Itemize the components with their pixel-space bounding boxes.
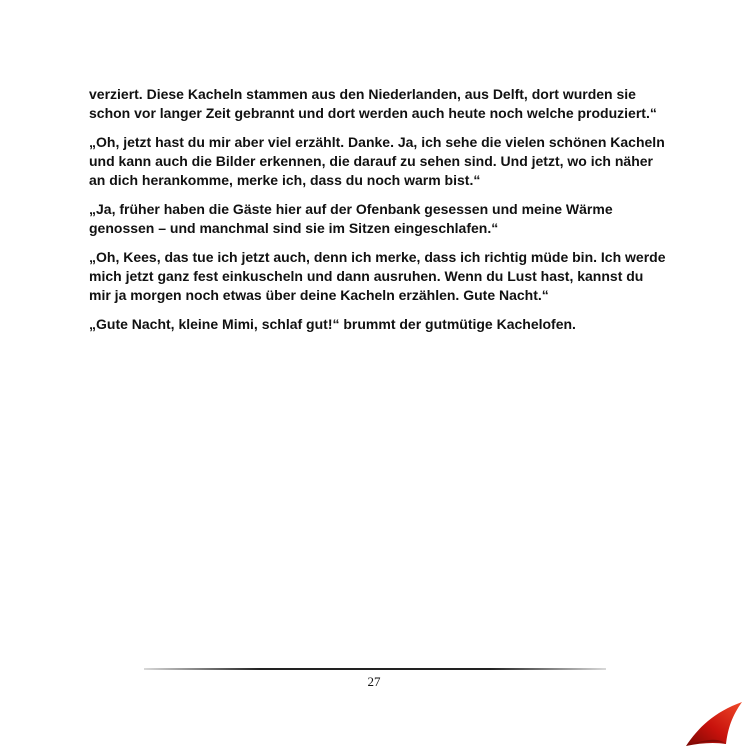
page-number: 27 [367, 674, 381, 689]
page-curl-icon[interactable] [684, 698, 744, 748]
paragraph: „Ja, früher haben die Gäste hier auf der Ofenbank gesessen und meine Wärme genossen – und manchmal sind sie im Sitzen eingeschlafen.“ [89, 201, 613, 236]
paragraph: „Oh, Kees, das tue ich jetzt auch, denn ich merke, dass ich richtig müde bin. Ich werde mich jetzt ganz fest einkuscheln und dann ausruhen. Wenn du Lust hast, kannst du mir ja morgen noch etwas über deine Kacheln erzählen. Gute Nacht.“ [89, 249, 666, 303]
body-text [89, 85, 669, 344]
paragraph: „Oh, jetzt hast du mir aber viel erzählt. Danke. Ja, ich sehe die vielen schönen Kacheln und kann auch die Bilder erkennen, die darauf zu sehen sind. Und jetzt, wo ich näher an dich herankomme, merke ich, dass du noch warm bist.“ [89, 134, 665, 188]
paragraph: verziert. Diese Kacheln stammen aus den Niederlanden, aus Delft, dort wurden sie schon vor langer Zeit gebrannt und dort werden auch heute noch welche produziert.“ [89, 86, 657, 121]
footer-divider [144, 668, 606, 670]
paragraph: „Gute Nacht, kleine Mimi, schlaf gut!“ brummt der gutmütige Kachelofen. [89, 316, 576, 332]
